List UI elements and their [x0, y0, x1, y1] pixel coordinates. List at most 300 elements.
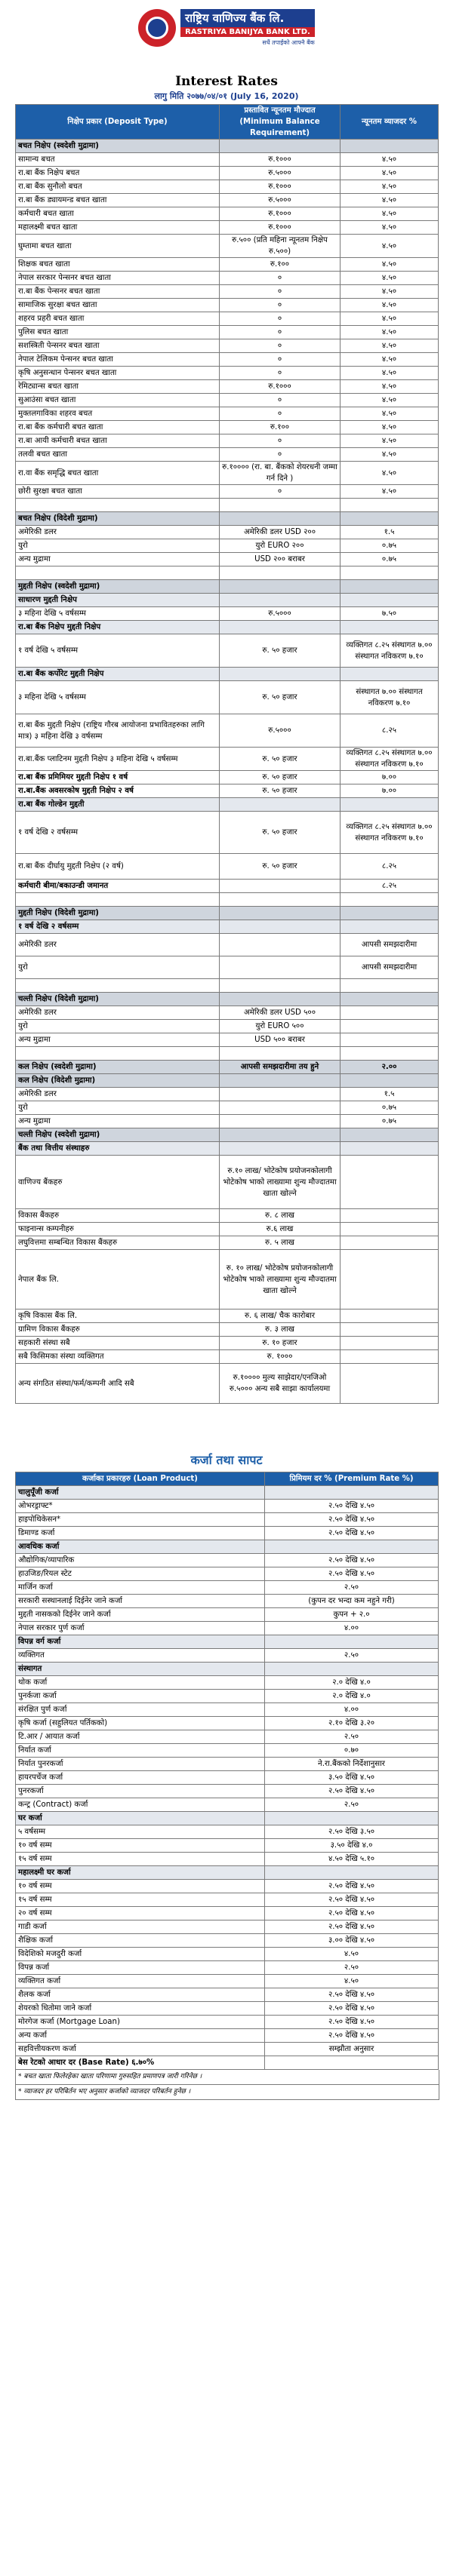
interest-rate-cell: संस्थागत ७.०० संस्थागत नविकरण ७.१०: [341, 681, 439, 714]
deposit-row: [16, 539, 439, 553]
loan-row: [16, 1730, 439, 1744]
loan-product-cell: डिमाण्ड कर्जा: [16, 1527, 265, 1540]
deposit-type-cell: अमेरिकी डलर: [16, 1088, 220, 1101]
loan-product-cell: २० वर्ष सम्म: [16, 1907, 265, 1920]
deposit-row: [16, 893, 439, 907]
deposit-type-cell: अमेरिकी डलर: [16, 526, 220, 539]
interest-rate-cell: ४.५०: [341, 285, 439, 299]
deposit-type-cell: कर्मचारी बीमा/बकाउन्डी जमानत: [16, 880, 220, 893]
deposit-type-cell: युरो: [16, 539, 220, 553]
deposit-type-cell: पुलिस बचत खाता: [16, 326, 220, 339]
interest-rate-cell: ०.७५: [341, 553, 439, 566]
deposit-row: [16, 798, 439, 812]
interest-rate-cell: ०.७५: [341, 1101, 439, 1115]
loan-row: [16, 1527, 439, 1540]
minimum-balance-cell: [220, 621, 341, 634]
deposit-type-cell: महालक्ष्मी बचत खाता: [16, 221, 220, 235]
loan-row: [16, 1825, 439, 1839]
premium-rate-cell: २.५० देखि ४.५०: [265, 1785, 439, 1798]
deposit-row: [16, 1088, 439, 1101]
minimum-balance-cell: [220, 920, 341, 934]
deposit-type-cell: १ वर्ष देखि २ वर्षसम्म: [16, 812, 220, 854]
interest-rate-cell: [341, 1209, 439, 1223]
minimum-balance-cell: रु.१०००: [220, 380, 341, 394]
interest-rate-cell: [341, 621, 439, 634]
deposit-type-cell: फाइनान्स कम्पनीहरु: [16, 1223, 220, 1236]
deposit-row: [16, 1364, 439, 1404]
interest-rate-cell: ८.२५: [341, 854, 439, 880]
loan-row: [16, 1608, 439, 1622]
loan-row: [16, 1635, 439, 1649]
interest-rate-cell: ४.५०: [341, 221, 439, 235]
logo-nepali-name: राष्ट्रिय वाणिज्य बैंक लि.: [180, 9, 315, 27]
minimum-balance-cell: रु.१०००० (रा. बा. बैंकको शेयरधनी जम्मा गर्न दिने ): [220, 462, 341, 485]
deposit-type-cell: सशस्त्रिती पेन्सनर बचत खाता: [16, 339, 220, 353]
deposit-type-cell: छोरी सुरक्षा बचत खाता: [16, 485, 220, 499]
minimum-balance-cell: [220, 993, 341, 1006]
minimum-balance-cell: ०: [220, 407, 341, 421]
interest-rate-cell: [341, 1047, 439, 1061]
premium-rate-cell: सम्झौता अनुसार: [265, 2043, 439, 2056]
premium-rate-cell: ३.५० देखि ४.०: [265, 1839, 439, 1853]
minimum-balance-cell: रु. ५० हजार: [220, 854, 341, 880]
premium-rate-cell: २.५०: [265, 1649, 439, 1663]
deposit-row: [16, 1209, 439, 1223]
premium-rate-cell: २.५०: [265, 1798, 439, 1812]
loan-row: [16, 1744, 439, 1758]
deposit-row: [16, 312, 439, 326]
interest-rate-cell: ४.५०: [341, 207, 439, 221]
deposit-row: [16, 194, 439, 207]
premium-rate-cell: २.५०: [265, 1730, 439, 1744]
deposit-type-cell: रा.वा बैंक समृद्धि बचत खाता: [16, 462, 220, 485]
interest-rate-cell: ४.५०: [341, 312, 439, 326]
premium-rate-cell: २.५० देखि ३.५०: [265, 1825, 439, 1839]
deposit-row: [16, 681, 439, 714]
deposit-row: [16, 167, 439, 180]
minimum-balance-cell: रु. ५ लाख: [220, 1236, 341, 1250]
deposit-row: [16, 221, 439, 235]
deposit-type-cell: अन्य मुद्रामा: [16, 1033, 220, 1047]
loan-product-cell: औद्योगिक/व्यापारिक: [16, 1554, 265, 1567]
section-spacer: [15, 1404, 438, 1449]
interest-rate-cell: ४.५०: [341, 434, 439, 448]
interest-rate-cell: १.५: [341, 526, 439, 539]
header-minimum-balance: प्रस्तावित न्यूनतम मौज्दात (Minimum Balance Requirement): [220, 105, 341, 140]
minimum-balance-cell: ०: [220, 448, 341, 462]
minimum-balance-cell: ०: [220, 434, 341, 448]
loan-row: [16, 1581, 439, 1595]
interest-rate-cell: [341, 907, 439, 920]
deposit-row: [16, 784, 439, 798]
interest-rate-cell: [341, 993, 439, 1006]
deposit-type-cell: रा.बा बैंक प्रमिमियर मुद्दती निक्षेप १ वर्ष: [16, 771, 220, 784]
deposit-row: [16, 1020, 439, 1033]
minimum-balance-cell: रु.५०००: [220, 714, 341, 748]
deposit-type-cell: रा.बा बैंक सुनौलो बचत: [16, 180, 220, 194]
loan-product-cell: सरकारी सस्थानलाई दिईनेर जाने कर्जा: [16, 1595, 265, 1608]
minimum-balance-cell: [220, 956, 341, 979]
deposit-rates-table: [15, 104, 439, 1404]
loan-product-cell: पुनरकर्जा: [16, 1785, 265, 1798]
deposit-row: [16, 448, 439, 462]
premium-rate-cell: ४.५०: [265, 1975, 439, 1988]
interest-rate-cell: [341, 1350, 439, 1364]
minimum-balance-cell: युरो EURO २००: [220, 539, 341, 553]
deposit-row: [16, 566, 439, 580]
deposit-row: [16, 771, 439, 784]
premium-rate-cell: २.५० देखि ४.५०: [265, 2002, 439, 2016]
deposit-type-cell: नेपाल सरकार पेन्सनर बचत खाता: [16, 272, 220, 285]
interest-rate-cell: [341, 512, 439, 526]
premium-rate-cell: [265, 1866, 439, 1880]
minimum-balance-cell: [220, 979, 341, 993]
minimum-balance-cell: रु.१० लाख/ भोटेकोष प्रयोजनकोलागी भोटेकोष भाको लाख्यामा शुन्य मौज्दातमा खाता खोल्ने: [220, 1156, 341, 1209]
loan-product-cell: मुद्दती नासकको दिईनेर जाने कर्जा: [16, 1608, 265, 1622]
loan-row: [16, 1649, 439, 1663]
loan-row: [16, 1513, 439, 1527]
loan-product-cell: १० वर्ष सम्म: [16, 1880, 265, 1893]
minimum-balance-cell: [220, 1074, 341, 1088]
premium-rate-cell: [265, 1635, 439, 1649]
deposit-row: [16, 285, 439, 299]
deposit-row: [16, 634, 439, 668]
deposit-row: [16, 854, 439, 880]
minimum-balance-cell: रु. १० लाख/ भोटेकोष प्रयोजनकोलागी भोटेकोष भाको लाख्यामा शुन्य मौज्दातमा खाता खोल्ने: [220, 1250, 341, 1309]
interest-rate-cell: ४.५०: [341, 462, 439, 485]
deposit-type-cell: कल निक्षेप (विदेशी मुद्रामा): [16, 1074, 220, 1088]
premium-rate-cell: ४.५० देखि ५.१०: [265, 1853, 439, 1866]
loan-row: [16, 2016, 439, 2029]
deposit-row: [16, 880, 439, 893]
deposit-type-cell: मुद्दती निक्षेप (विदेशी मुद्रामा): [16, 907, 220, 920]
header-premium-rate: प्रिमियम दर % (Premium Rate %): [265, 1472, 439, 1486]
loan-row: [16, 1554, 439, 1567]
deposit-type-cell: अन्य मुद्रामा: [16, 1115, 220, 1128]
premium-rate-cell: ४.००: [265, 1703, 439, 1717]
deposit-row: [16, 1323, 439, 1337]
premium-rate-cell: [265, 1540, 439, 1554]
premium-rate-cell: २.१० देखि ३.२०: [265, 1717, 439, 1730]
loan-product-cell: अन्य कर्जा: [16, 2029, 265, 2043]
loan-row: [16, 1595, 439, 1608]
interest-rate-cell: ८.२५: [341, 880, 439, 893]
interest-rate-cell: [341, 1337, 439, 1350]
premium-rate-cell: २.५० देखि ४.५०: [265, 1880, 439, 1893]
interest-rate-cell: ४.५०: [341, 167, 439, 180]
deposit-row: [16, 993, 439, 1006]
interest-rate-cell: [341, 566, 439, 580]
loan-product-cell: पुनर्कजा कर्जा: [16, 1690, 265, 1703]
deposit-row: [16, 812, 439, 854]
footnote-2: * व्याजदर हर परिबिर्तन भए अनुसार कर्जाको व्याजदर परिबर्तन हुनेछ ।: [15, 2085, 439, 2100]
minimum-balance-cell: रु. ६ लाख/ चैक कारोबार: [220, 1309, 341, 1323]
interest-rate-cell: [341, 594, 439, 607]
deposit-type-cell: रा.बा बैंक निक्षेप मुद्दती निक्षेप: [16, 621, 220, 634]
effective-date: लागु मिति २०७७/०४/०१ (July 16, 2020): [154, 91, 299, 101]
minimum-balance-cell: [220, 1128, 341, 1142]
interest-rate-cell: [341, 920, 439, 934]
loan-row: [16, 1812, 439, 1825]
loan-product-cell: महालक्ष्मी घर कर्जा: [16, 1866, 265, 1880]
premium-rate-cell: २.५० देखि ४.५०: [265, 1500, 439, 1513]
interest-rate-cell: व्यक्तिगत ८.२५ संस्थागत ७.०० संस्थागत नविकरण ७.१०: [341, 748, 439, 771]
minimum-balance-cell: रु. ८ लाख: [220, 1209, 341, 1223]
premium-rate-cell: २.५० देखि ४.५०: [265, 1988, 439, 2002]
minimum-balance-cell: ०: [220, 326, 341, 339]
minimum-balance-cell: [220, 512, 341, 526]
deposit-row: [16, 956, 439, 979]
deposit-row: [16, 1101, 439, 1115]
loan-row: [16, 1663, 439, 1676]
deposit-row: [16, 367, 439, 380]
interest-rate-cell: [341, 1223, 439, 1236]
deposit-type-cell: युरो: [16, 956, 220, 979]
loan-row: [16, 1893, 439, 1907]
deposit-row: [16, 1309, 439, 1323]
loan-product-cell: संस्थागत: [16, 1663, 265, 1676]
interest-rate-cell: ७.५०: [341, 607, 439, 621]
loan-product-cell: आवधिक कर्जा: [16, 1540, 265, 1554]
minimum-balance-cell: ०: [220, 353, 341, 367]
deposit-row: [16, 580, 439, 594]
interest-rate-cell: ४.५०: [341, 339, 439, 353]
footnote-1: * बचत खाता फिलेरहेका खाता परिणामा गुरुसहित प्रमाणपत्र जारी गरिनेछ ।: [15, 2070, 439, 2085]
premium-rate-cell: २.५० देखि ४.५०: [265, 2016, 439, 2029]
minimum-balance-cell: ०: [220, 485, 341, 499]
minimum-balance-cell: रु.५०००: [220, 167, 341, 180]
deposit-type-cell: नेपाल बैंक लि.: [16, 1250, 220, 1309]
deposit-type-cell: रा.बा बैंक गोल्डेन मुद्दती: [16, 798, 220, 812]
loan-product-cell: नेपाल सरकार पुर्ण कर्जा: [16, 1622, 265, 1635]
deposit-row: [16, 979, 439, 993]
loan-row: [16, 1771, 439, 1785]
deposit-row: [16, 748, 439, 771]
loan-rates-table: [15, 1472, 439, 2070]
deposit-row: [16, 1156, 439, 1209]
interest-rate-cell: [341, 798, 439, 812]
page: [15, 0, 438, 2100]
deposit-type-cell: सुआउंसा बचत खाता: [16, 394, 220, 407]
interest-rate-cell: ७.००: [341, 784, 439, 798]
minimum-balance-cell: ०: [220, 394, 341, 407]
loan-row: [16, 1798, 439, 1812]
premium-rate-cell: ४.५०: [265, 1948, 439, 1961]
deposit-type-cell: रा.बा बैंक कर्मचारी बचत खाता: [16, 421, 220, 434]
deposit-row: [16, 1128, 439, 1142]
deposit-type-cell: युरो: [16, 1020, 220, 1033]
interest-rate-cell: ४.५०: [341, 367, 439, 380]
loan-row: [16, 2029, 439, 2043]
interest-rate-cell: [341, 979, 439, 993]
header-interest-rate: न्यूनतम व्याजदर %: [341, 105, 439, 140]
deposit-type-cell: कृषि विकास बैंक लि.: [16, 1309, 220, 1323]
interest-rate-cell: ४.५०: [341, 485, 439, 499]
minimum-balance-cell: रु.६ लाख: [220, 1223, 341, 1236]
loan-row: [16, 1907, 439, 1920]
bank-emblem-icon: [138, 9, 176, 47]
deposit-type-cell: ३ महिना देखि ५ वर्षसम्म: [16, 681, 220, 714]
loan-product-cell: विदेशिको मजदुरी कर्जा: [16, 1948, 265, 1961]
interest-rate-cell: [341, 1250, 439, 1309]
deposit-type-cell: शिक्षक बचत खाता: [16, 258, 220, 272]
premium-rate-cell: २.० देखि ४.०: [265, 1676, 439, 1690]
deposit-type-cell: [16, 1047, 220, 1061]
deposit-type-cell: वाणिज्य बैंकहरु: [16, 1156, 220, 1209]
loan-row: [16, 1866, 439, 1880]
deposit-row: [16, 594, 439, 607]
minimum-balance-cell: ०: [220, 312, 341, 326]
interest-rate-cell: ४.५०: [341, 153, 439, 167]
deposit-row: [16, 1006, 439, 1020]
deposit-row: [16, 299, 439, 312]
interest-rate-cell: ८.२५: [341, 714, 439, 748]
interest-rate-cell: व्यक्तिगत ८.२५ संस्थागत ७.०० संस्थागत नविकरण ७.१०: [341, 634, 439, 668]
deposit-type-cell: अन्य मुद्रामा: [16, 553, 220, 566]
deposit-type-cell: मुक्तलगाविका शहरव बचत: [16, 407, 220, 421]
minimum-balance-cell: युरो EURO ५००: [220, 1020, 341, 1033]
loan-row: [16, 1540, 439, 1554]
deposit-type-cell: अन्य संगठित संस्था/फर्म/कम्पनी आदि सबै: [16, 1364, 220, 1404]
premium-rate-cell: २.५० देखि ४.५०: [265, 1527, 439, 1540]
loan-row: [16, 1500, 439, 1513]
deposit-row: [16, 934, 439, 956]
minimum-balance-cell: रु.५०००: [220, 194, 341, 207]
minimum-balance-cell: [220, 140, 341, 153]
deposit-type-cell: रा.बा बैंक मुद्दती निक्षेप (राष्ट्रिय गौरब आयोजना प्रभावितहरुका लागि मात्र) ३ महिना देखि ३ वर्षसम्म: [16, 714, 220, 748]
deposit-type-cell: शहरव प्रहरी बचत खाता: [16, 312, 220, 326]
deposit-row: [16, 485, 439, 499]
deposit-type-cell: रा.बा बैंक कर्पोरेट मुद्दती निक्षेप: [16, 668, 220, 681]
deposit-type-cell: रा.बा आयी कर्मचारी बचत खाता: [16, 434, 220, 448]
interest-rate-cell: ४.५०: [341, 326, 439, 339]
deposit-row: [16, 1074, 439, 1088]
interest-rate-cell: ४.५०: [341, 194, 439, 207]
premium-rate-cell: २.५० देखि ४.५०: [265, 1567, 439, 1581]
interest-rate-cell: १.५: [341, 1088, 439, 1101]
loan-row: [16, 2056, 439, 2070]
deposit-type-cell: घुम्तामा बचत खाता: [16, 235, 220, 258]
loan-product-cell: हायरपर्चेज कर्जा: [16, 1771, 265, 1785]
premium-rate-cell: [265, 2056, 439, 2070]
premium-rate-cell: [265, 1663, 439, 1676]
deposit-type-cell: तलवी बचत खाता: [16, 448, 220, 462]
minimum-balance-cell: ०: [220, 367, 341, 380]
minimum-balance-cell: रु. ५० हजार: [220, 771, 341, 784]
deposit-row: [16, 1047, 439, 1061]
interest-rate-cell: [341, 893, 439, 907]
premium-rate-cell: ३.५० देखि ४.५०: [265, 1771, 439, 1785]
deposit-type-cell: १ वर्ष देखि २ वर्षसम्म: [16, 920, 220, 934]
deposit-row: [16, 339, 439, 353]
interest-rate-cell: ४.५०: [341, 407, 439, 421]
deposit-row: [16, 920, 439, 934]
interest-rate-cell: ४.५०: [341, 380, 439, 394]
deposit-type-cell: साधारण मुद्दती निक्षेप: [16, 594, 220, 607]
minimum-balance-cell: आपसी समझदारीमा तय हुने: [220, 1061, 341, 1074]
loan-product-cell: व्यक्तिगत कर्जा: [16, 1975, 265, 1988]
loan-product-cell: थोक कर्जा: [16, 1676, 265, 1690]
minimum-balance-cell: [220, 1101, 341, 1115]
minimum-balance-cell: ०: [220, 285, 341, 299]
deposit-row: [16, 553, 439, 566]
minimum-balance-cell: [220, 1088, 341, 1101]
deposit-row: [16, 499, 439, 512]
minimum-balance-cell: [220, 594, 341, 607]
loan-product-cell: मोरगेज कर्जा (Mortgage Loan): [16, 2016, 265, 2029]
loan-product-cell: हाउजिङ/रियल स्टेट: [16, 1567, 265, 1581]
deposit-row: [16, 512, 439, 526]
minimum-balance-cell: [220, 1142, 341, 1156]
deposit-table-header: [16, 105, 439, 140]
deposit-row: [16, 1223, 439, 1236]
premium-rate-cell: २.० देखि ४.०: [265, 1690, 439, 1703]
interest-rate-cell: [341, 1364, 439, 1404]
deposit-row: [16, 326, 439, 339]
minimum-balance-cell: रु. १०००: [220, 1350, 341, 1364]
loan-row: [16, 1758, 439, 1771]
loan-product-cell: मार्जिन कर्जा: [16, 1581, 265, 1595]
minimum-balance-cell: अमेरिकी डलर USD ५००: [220, 1006, 341, 1020]
loan-product-cell: टि.आर / आयात कर्जा: [16, 1730, 265, 1744]
minimum-balance-cell: [220, 1115, 341, 1128]
minimum-balance-cell: [220, 1047, 341, 1061]
premium-rate-cell: २.५० देखि ४.५०: [265, 1554, 439, 1567]
deposit-row: [16, 1115, 439, 1128]
deposit-row: [16, 1033, 439, 1047]
loan-table-header: [16, 1472, 439, 1486]
premium-rate-cell: २.५० देखि ४.५०: [265, 2029, 439, 2043]
deposit-row: [16, 714, 439, 748]
logo-tagline: सधैं तपाईंको आफ्नै बैंक: [262, 39, 315, 46]
loan-row: [16, 1920, 439, 1934]
interest-rate-cell: ०.७५: [341, 539, 439, 553]
minimum-balance-cell: रु.१०००: [220, 221, 341, 235]
interest-rate-cell: व्यक्तिगत ८.२५ संस्थागत ७.०० संस्थागत नविकरण ७.१०: [341, 812, 439, 854]
deposit-type-cell: चल्ती निक्षेप (विदेशी मुद्रामा): [16, 993, 220, 1006]
deposit-type-cell: अमेरिकी डलर: [16, 934, 220, 956]
deposit-type-cell: बैंक तथा वित्तीय संस्थाहरु: [16, 1142, 220, 1156]
premium-rate-cell: २.५०: [265, 1581, 439, 1595]
minimum-balance-cell: [220, 499, 341, 512]
interest-rate-cell: [341, 1033, 439, 1047]
minimum-balance-cell: ०: [220, 339, 341, 353]
minimum-balance-cell: [220, 880, 341, 893]
loan-row: [16, 2002, 439, 2016]
deposit-type-cell: रा.बा बैंक पेन्सनर बचत खाता: [16, 285, 220, 299]
deposit-type-cell: [16, 566, 220, 580]
premium-rate-cell: [265, 1486, 439, 1500]
deposit-type-cell: रेमिट्यान्स बचत खाता: [16, 380, 220, 394]
loan-product-cell: शेयरको धितोमा जाने कर्जा: [16, 2002, 265, 2016]
interest-rate-cell: आपसी समझदारीमा: [341, 934, 439, 956]
loan-product-cell: घर कर्जा: [16, 1812, 265, 1825]
interest-rate-cell: ४.५०: [341, 421, 439, 434]
logo-english-name: RASTRIYA BANIJYA BANK LTD.: [180, 27, 315, 37]
deposit-type-cell: युरो: [16, 1101, 220, 1115]
minimum-balance-cell: रु.१००: [220, 421, 341, 434]
minimum-balance-cell: रु.५०० (प्रति महिना न्यूनतम निक्षेप रु.५००): [220, 235, 341, 258]
minimum-balance-cell: [220, 668, 341, 681]
deposit-type-cell: ३ महिना देखि ५ वर्षसम्म: [16, 607, 220, 621]
loan-product-cell: शैलक कर्जा: [16, 1988, 265, 2002]
deposit-row: [16, 1142, 439, 1156]
loan-product-cell: कन्ट्र (Contract) कर्जा: [16, 1798, 265, 1812]
minimum-balance-cell: अमेरिकी डलर USD २००: [220, 526, 341, 539]
deposit-type-cell: अमेरिकी डलर: [16, 1006, 220, 1020]
minimum-balance-cell: [220, 934, 341, 956]
interest-rate-cell: २.००: [341, 1061, 439, 1074]
